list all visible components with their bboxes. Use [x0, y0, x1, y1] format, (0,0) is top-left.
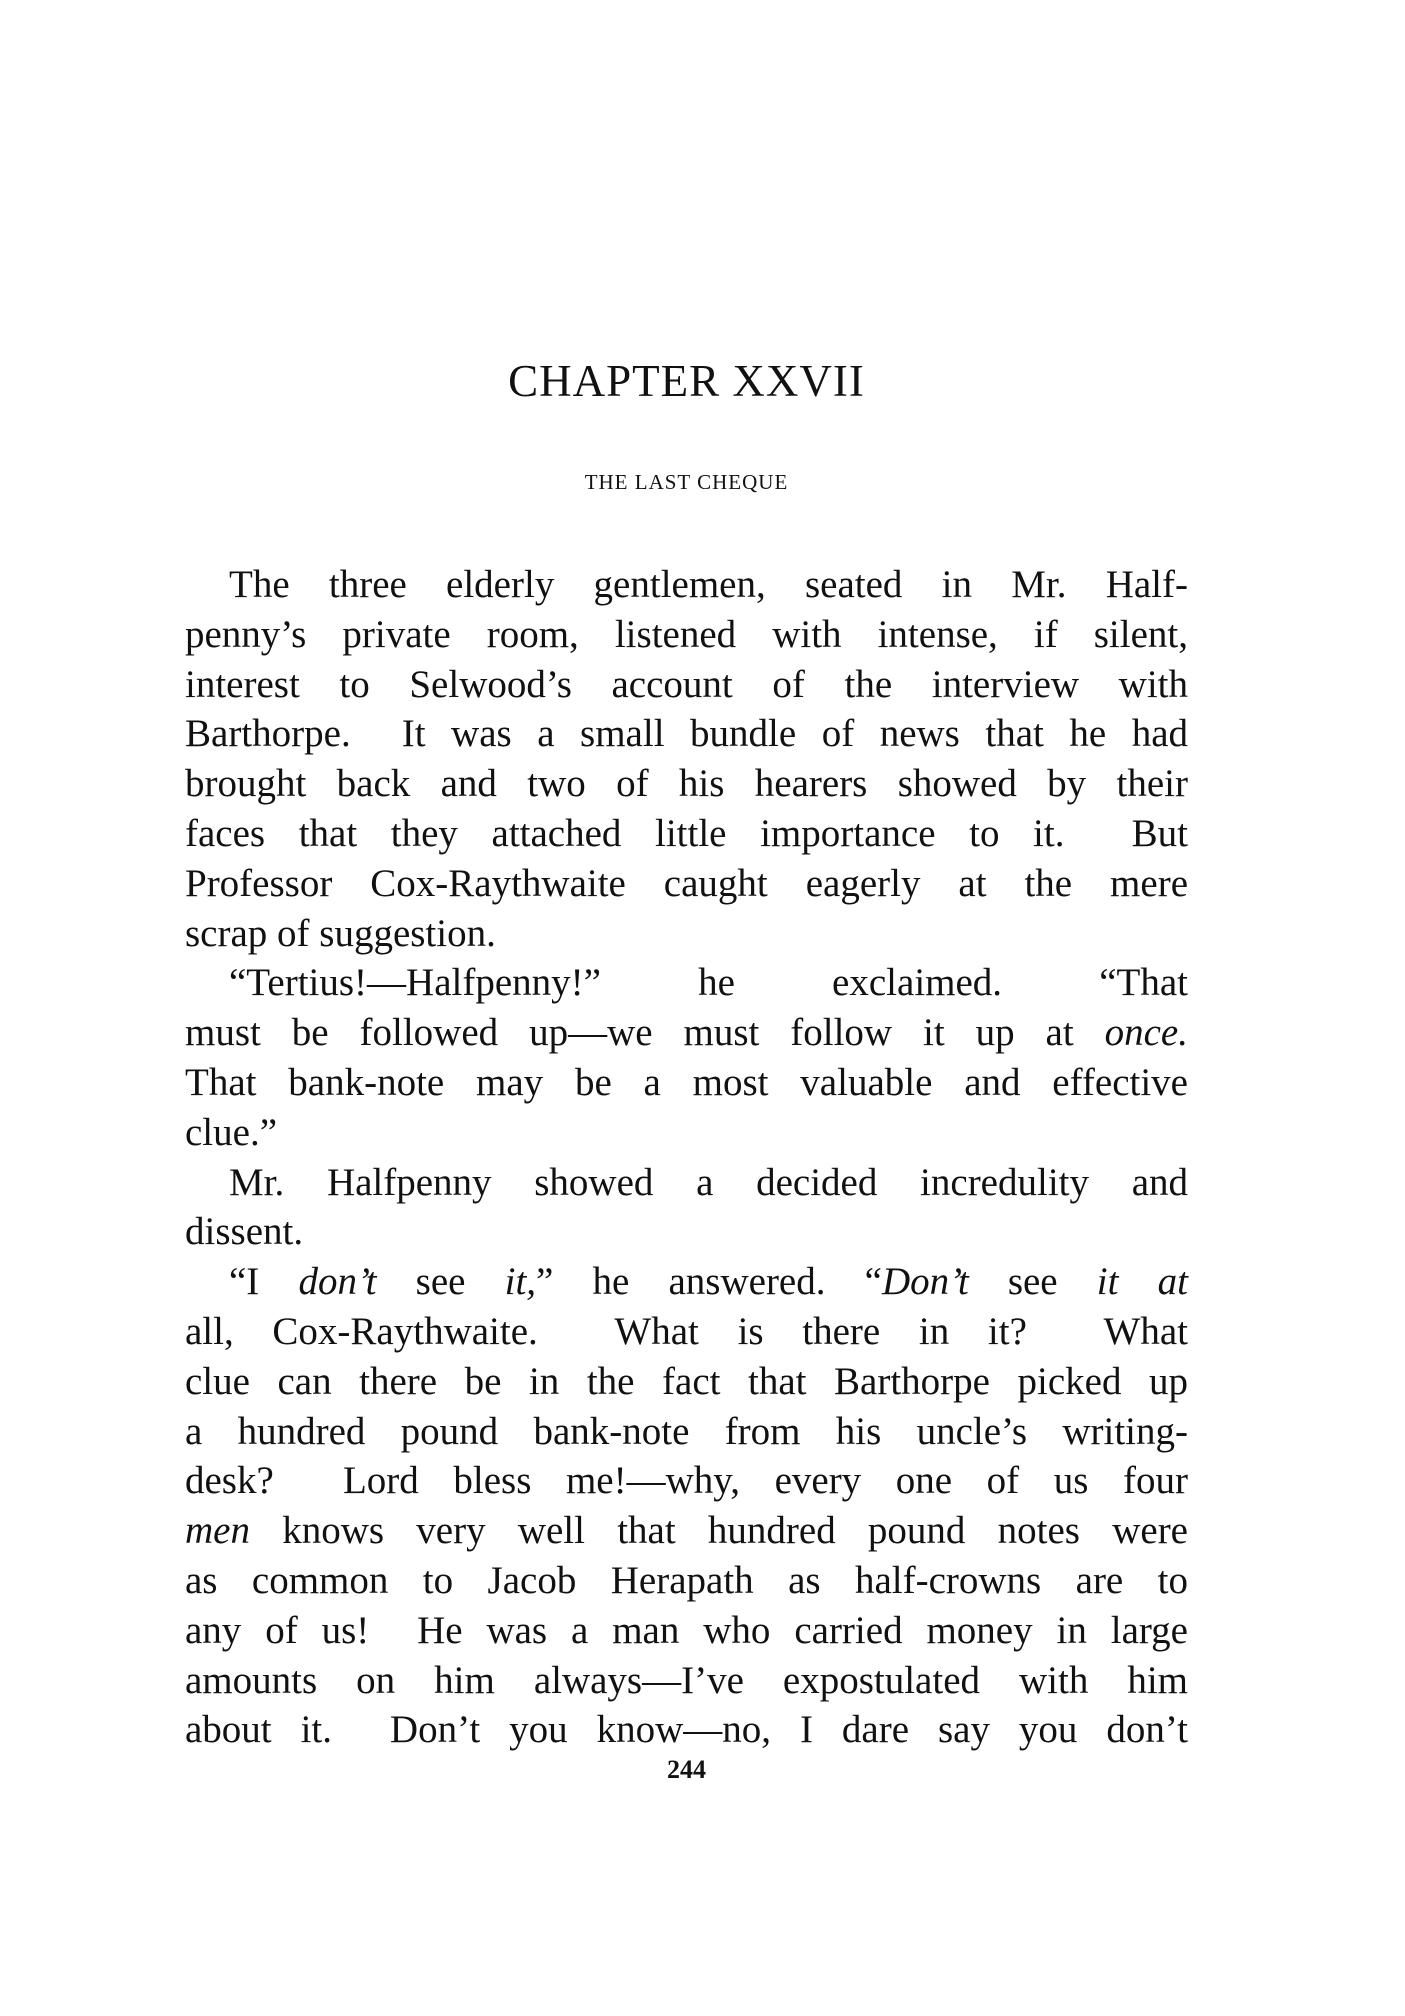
italic-text: it at [1096, 1260, 1188, 1304]
text-segment: ” he answered. “ [536, 1260, 882, 1304]
text-segment: see [968, 1260, 1097, 1304]
text-line [185, 1158, 1188, 1208]
text-line [185, 1108, 1188, 1158]
text-segment: interest to Selwood’s account of the interview with [185, 662, 1188, 706]
text-line [185, 1307, 1188, 1357]
text-segment: about it. Don’t you know—no, I dare say you don’t [185, 1708, 1188, 1752]
text-segment: must be followed up—we must follow it up at [185, 1011, 1105, 1055]
text-segment: scrap of suggestion. [185, 911, 496, 955]
text-segment: all, Cox-Raythwaite. What is there in it? What [185, 1309, 1188, 1353]
text-segment: “I [229, 1260, 299, 1304]
text-segment: brought back and two of his hearers showed by their [185, 762, 1188, 806]
text-line [185, 1407, 1188, 1457]
text-line [185, 610, 1188, 660]
chapter-title: CHAPTER XXVII [508, 356, 865, 406]
text-segment: amounts on him always—I’ve expostulated with him [185, 1658, 1188, 1702]
text-line [185, 809, 1188, 859]
text-line [185, 1257, 1188, 1307]
text-segment: clue can there be in the fact that Barthorpe picked up [185, 1359, 1188, 1403]
text-segment: penny’s private room, listened with intense, if silent, [185, 612, 1188, 656]
text-line [185, 909, 1188, 959]
text-segment: knows very well that hundred pound notes were [249, 1509, 1188, 1553]
text-segment: see [376, 1260, 505, 1304]
italic-text: men [185, 1509, 250, 1553]
text-line [185, 1606, 1188, 1656]
text-segment: clue.” [185, 1110, 278, 1154]
text-line [185, 859, 1188, 909]
italic-text: it, [504, 1260, 537, 1304]
text-segment: desk? Lord bless me!—why, every one of us four [185, 1459, 1188, 1503]
text-line [185, 1456, 1188, 1506]
text-segment: Barthorpe. It was a small bundle of news that he had [185, 712, 1188, 756]
text-line [185, 1656, 1188, 1706]
text-segment: The three elderly gentlemen, seated in Mr. Half- [229, 563, 1188, 606]
text-line [185, 709, 1188, 759]
italic-text: once. [1104, 1011, 1188, 1055]
page-number: 244 [667, 1755, 706, 1784]
text-line [185, 1705, 1188, 1755]
text-line [185, 958, 1188, 1008]
italic-text: Don’t [881, 1260, 969, 1304]
chapter-subtitle: THE LAST CHEQUE [584, 470, 789, 494]
text-segment: Mr. Halfpenny showed a decided incredulity and [229, 1160, 1188, 1204]
text-line [185, 1008, 1188, 1058]
text-line [185, 1207, 1188, 1257]
text-line [185, 1058, 1188, 1108]
text-line [185, 1556, 1188, 1606]
text-line [185, 560, 1188, 610]
text-segment: Professor Cox-Raythwaite caught eagerly at the mere [185, 861, 1188, 905]
italic-text: don’t [298, 1260, 377, 1304]
text-segment: “Tertius!—Halfpenny!” he exclaimed. “That [229, 961, 1188, 1005]
text-segment: any of us! He was a man who carried money in large [185, 1608, 1188, 1652]
text-segment: as common to Jacob Herapath as half-crowns are to [185, 1558, 1188, 1602]
text-segment: That bank-note may be a most valuable and effective [185, 1060, 1188, 1104]
text-segment: dissent. [185, 1210, 304, 1254]
text-line [185, 1357, 1188, 1407]
text-segment: faces that they attached little importance to it. But [185, 811, 1188, 855]
body-text [185, 560, 1188, 1755]
text-segment: a hundred pound bank-note from his uncle’s writing- [185, 1409, 1188, 1453]
text-line [185, 759, 1188, 809]
text-line [185, 660, 1188, 710]
text-line [185, 1506, 1188, 1556]
